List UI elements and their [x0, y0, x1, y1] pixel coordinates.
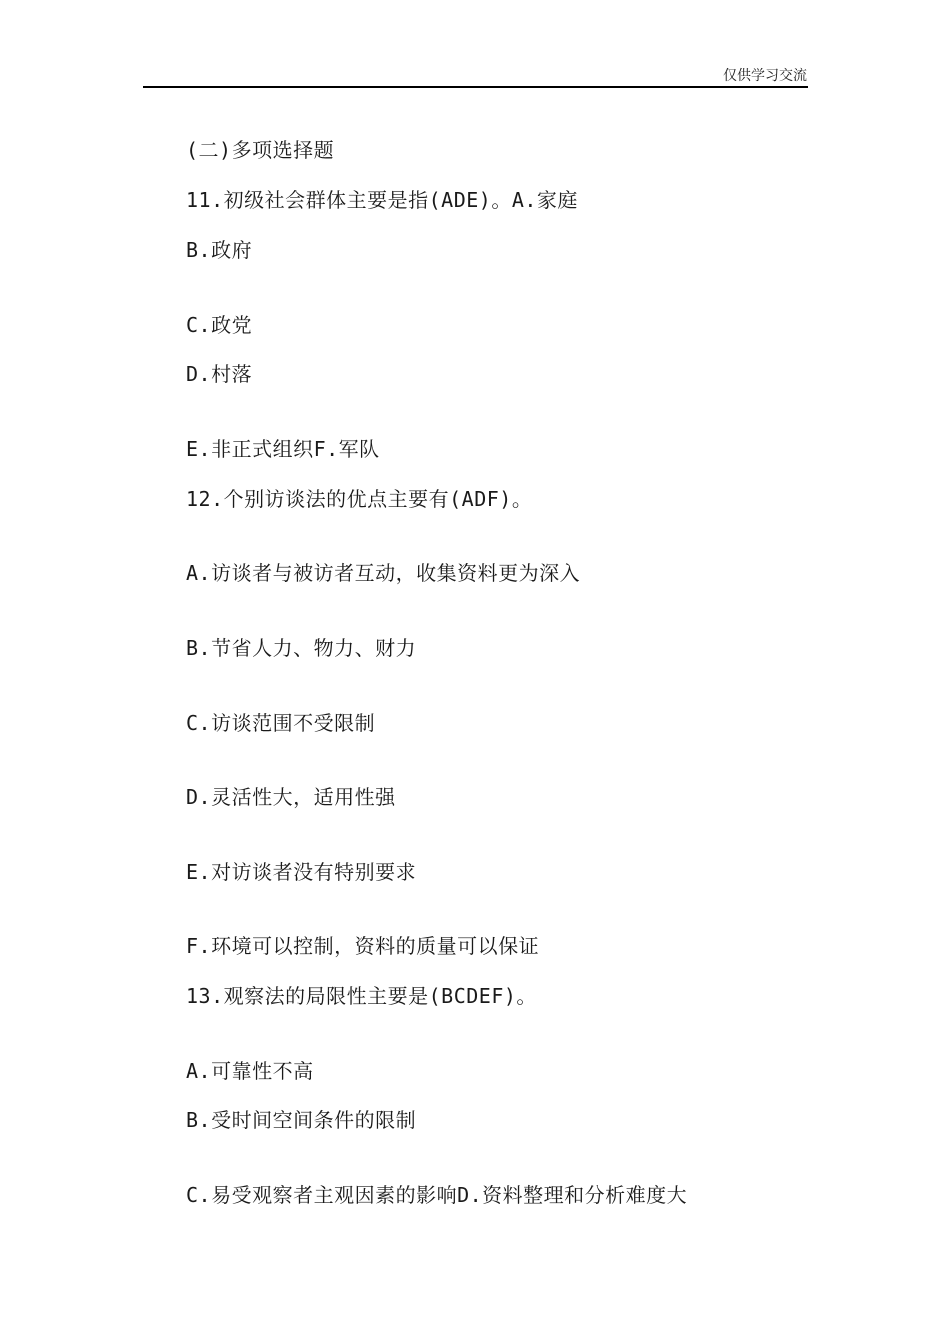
question-11-option-e-f: E.非正式组织F.军队 — [186, 437, 380, 461]
question-11-option-b: B.政府 — [186, 238, 253, 262]
header-text: 仅供学习交流 — [723, 68, 807, 84]
question-12-option-b: B.节省人力、物力、财力 — [186, 636, 417, 660]
question-13-option-c-d: C.易受观察者主观因素的影响D.资料整理和分析难度大 — [186, 1183, 688, 1207]
question-12-option-f: F.环境可以控制，资料的质量可以保证 — [186, 934, 540, 958]
question-11: 11.初级社会群体主要是指(ADE)。A.家庭 — [186, 188, 578, 212]
question-11-option-d: D.村落 — [186, 362, 253, 386]
question-12-option-a: A.访谈者与被访者互动，收集资料更为深入 — [186, 561, 581, 585]
question-12-option-d: D.灵活性大，适用性强 — [186, 785, 396, 809]
question-12-option-e: E.对访谈者没有特别要求 — [186, 860, 417, 884]
question-13-option-a: A.可靠性不高 — [186, 1059, 314, 1083]
question-13-option-b: B.受时间空间条件的限制 — [186, 1108, 417, 1132]
question-13: 13.观察法的局限性主要是(BCDEF)。 — [186, 984, 537, 1008]
question-11-option-c: C.政党 — [186, 313, 253, 337]
question-12-option-c: C.访谈范围不受限制 — [186, 711, 376, 735]
header-divider — [143, 86, 808, 88]
section-title: (二)多项选择题 — [186, 138, 335, 162]
question-12: 12.个别访谈法的优点主要有(ADF)。 — [186, 487, 533, 511]
